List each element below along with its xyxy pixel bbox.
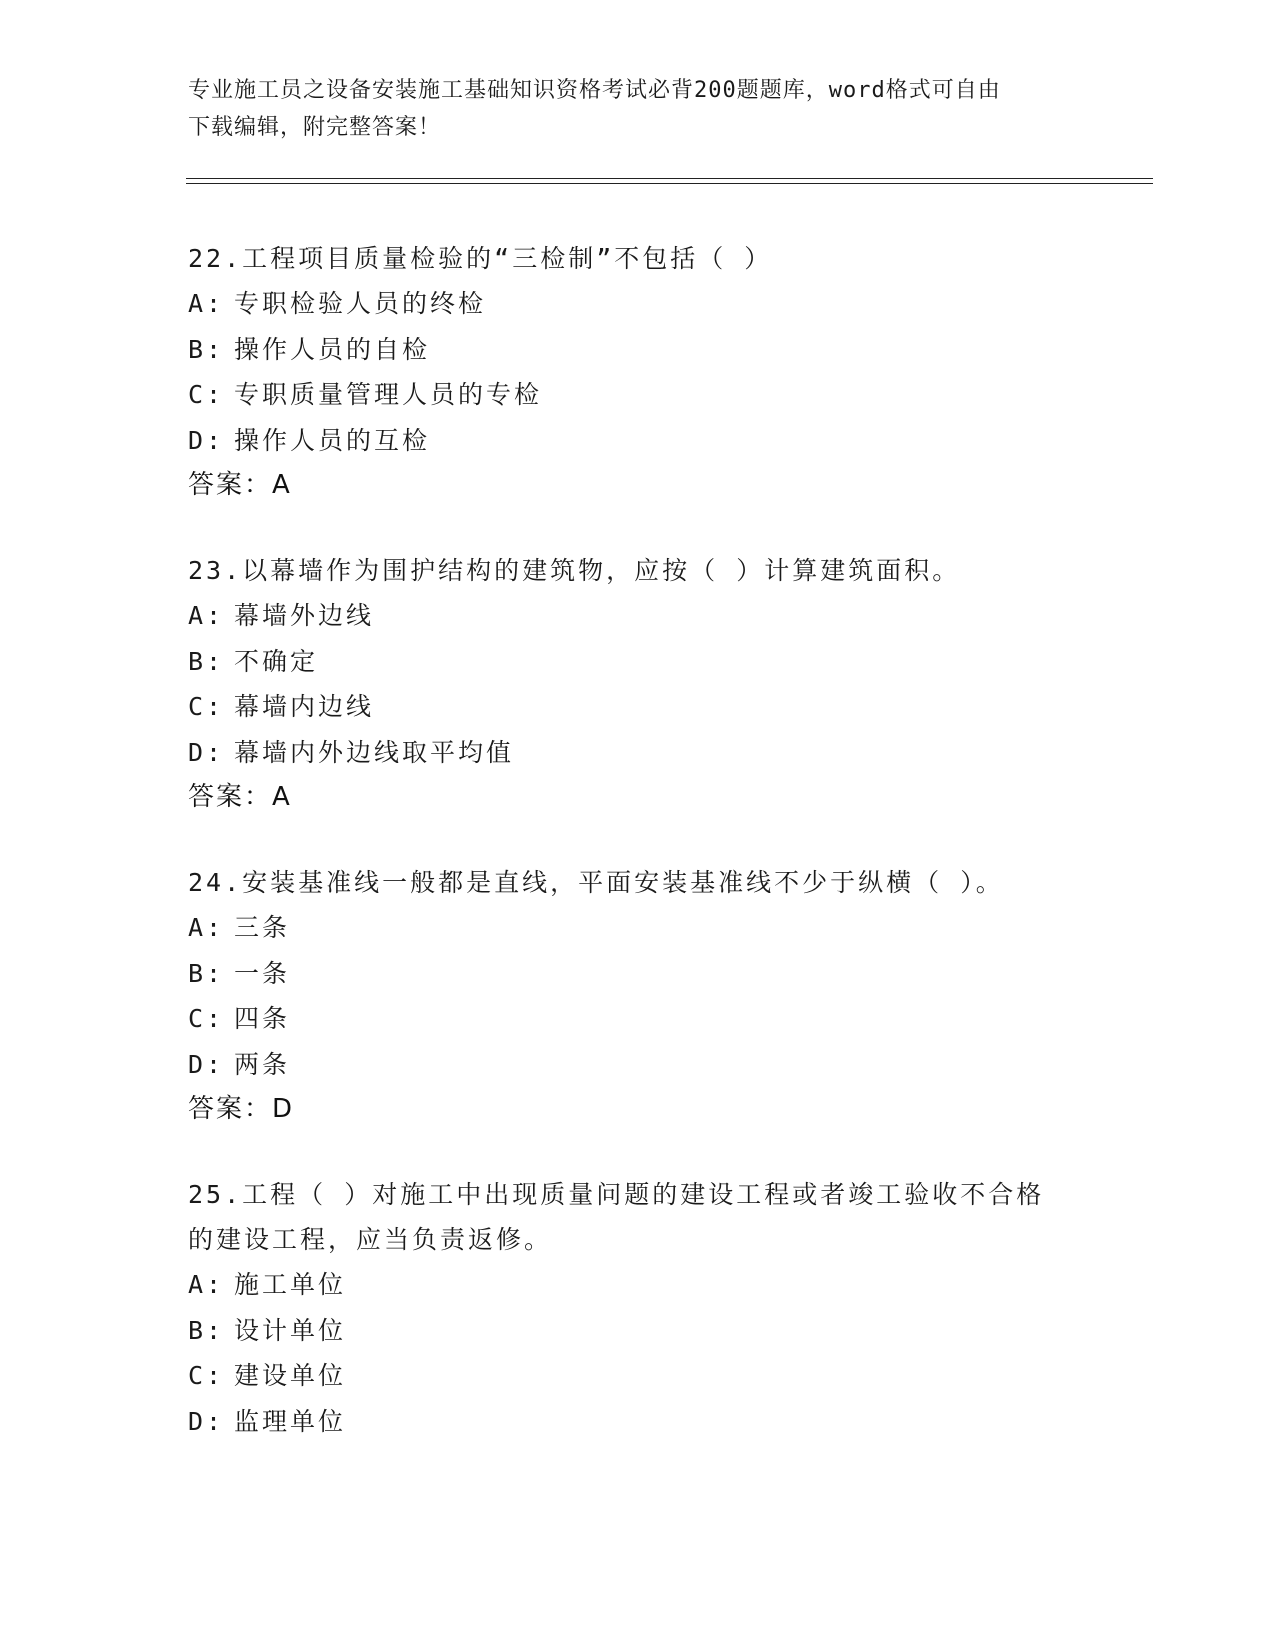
option-key: D: <box>188 1049 225 1079</box>
option-b <box>188 327 1148 373</box>
option-text: 建设单位 <box>234 1361 347 1390</box>
question-22 <box>188 236 1148 508</box>
option-key: A: <box>188 1270 225 1299</box>
header-line-2: 下载编辑，附完整答案！ <box>188 115 442 140</box>
option-key: C: <box>188 1004 225 1033</box>
option-key: D: <box>188 737 225 767</box>
option-text: 施工单位 <box>234 1270 347 1299</box>
option-c <box>188 996 1148 1042</box>
option-d <box>188 1399 1148 1445</box>
option-key: A: <box>188 601 225 630</box>
option-key: D: <box>188 1406 225 1436</box>
option-text: 幕墙内外边线取平均值 <box>234 737 515 767</box>
option-c <box>188 372 1148 418</box>
option-d <box>188 730 1148 776</box>
option-text: 一条 <box>234 958 291 988</box>
option-key: B: <box>188 958 225 988</box>
question-23 <box>188 548 1148 820</box>
question-text: 23.以幕墙作为围护结构的建筑物，应按（ ）计算建筑面积。 <box>188 556 961 585</box>
answer: 答案：A <box>188 470 292 500</box>
header-divider-top <box>186 178 1153 179</box>
option-d <box>188 418 1148 464</box>
option-key: C: <box>188 692 225 721</box>
option-a <box>188 281 1148 327</box>
question-25 <box>188 1172 1148 1444</box>
option-key: D: <box>188 425 225 455</box>
option-key: A: <box>188 913 225 942</box>
option-a <box>188 905 1148 951</box>
option-c <box>188 684 1148 730</box>
option-d <box>188 1042 1148 1088</box>
header-divider-bottom <box>186 183 1153 184</box>
option-key: C: <box>188 1361 225 1390</box>
header-line-1: 专业施工员之设备安装施工基础知识资格考试必背200题题库，word格式可自由 <box>188 78 1001 103</box>
option-text: 三条 <box>234 913 291 942</box>
option-key: A: <box>188 289 225 318</box>
option-text: 不确定 <box>234 646 319 676</box>
option-text: 监理单位 <box>234 1406 347 1436</box>
option-b <box>188 1308 1148 1354</box>
option-b <box>188 951 1148 997</box>
option-key: B: <box>188 1315 225 1345</box>
option-key: B: <box>188 334 225 364</box>
option-text: 幕墙外边线 <box>234 601 375 630</box>
option-key: C: <box>188 380 225 409</box>
document-header <box>188 72 1088 146</box>
answer: 答案：A <box>188 782 292 812</box>
question-text: 22.工程项目质量检验的“三检制”不包括（ ） <box>188 244 773 273</box>
option-key: B: <box>188 646 225 676</box>
option-b <box>188 639 1148 685</box>
question-list <box>188 236 1148 1484</box>
question-24 <box>188 860 1148 1132</box>
option-a <box>188 1262 1148 1308</box>
option-text: 专职检验人员的终检 <box>234 289 487 318</box>
option-text: 设计单位 <box>234 1315 347 1345</box>
option-c <box>188 1353 1148 1399</box>
question-text: 25.工程（ ）对施工中出现质量问题的建设工程或者竣工验收不合格的建设工程，应当负责返修。 <box>188 1180 1045 1254</box>
answer: 答案：D <box>188 1094 295 1124</box>
option-text: 操作人员的自检 <box>234 334 431 364</box>
option-text: 两条 <box>234 1049 291 1079</box>
option-text: 幕墙内边线 <box>234 692 375 721</box>
option-text: 专职质量管理人员的专检 <box>234 380 543 409</box>
option-text: 四条 <box>234 1004 291 1033</box>
option-text: 操作人员的互检 <box>234 425 431 455</box>
question-text: 24.安装基准线一般都是直线，平面安装基准线不少于纵横（ ）。 <box>188 868 1004 897</box>
option-a <box>188 593 1148 639</box>
